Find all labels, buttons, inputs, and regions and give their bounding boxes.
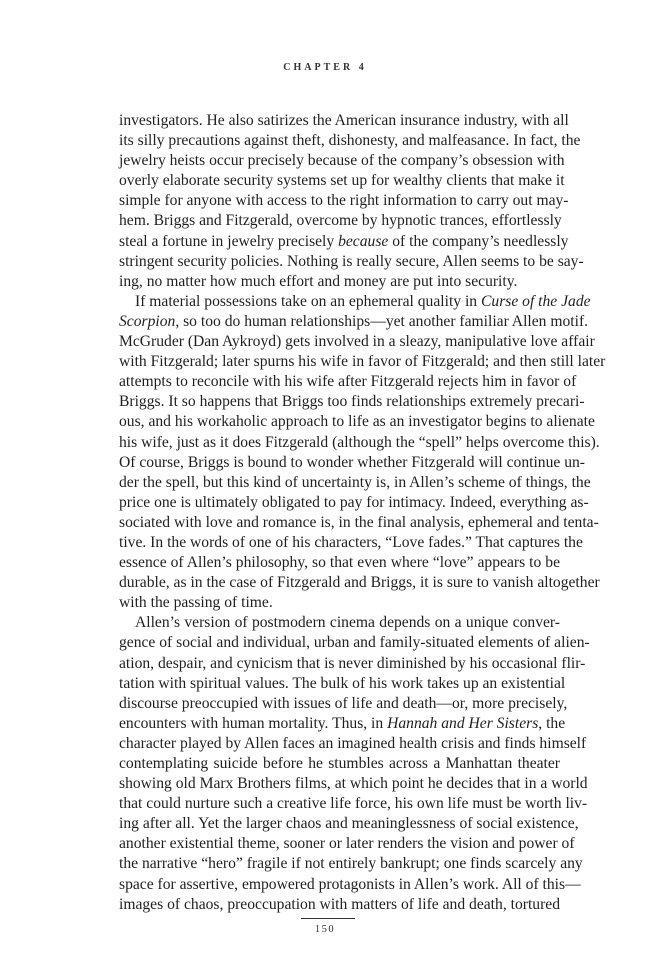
text-line [119, 232, 569, 252]
text-run: simple for anyone with access to the right information to carry out may- [119, 192, 569, 210]
text-run: the narrative “hero” fragile if not entirely bankrupt; one finds scarcely any [119, 855, 583, 873]
text-run: of the company’s needlessly [388, 232, 569, 250]
text-line [119, 252, 584, 272]
text-line [119, 694, 568, 714]
text-line [119, 151, 565, 171]
text-run: , so too do human relationships—yet another familiar Allen motif. [175, 312, 589, 330]
text-line [119, 533, 583, 553]
text-line [119, 131, 581, 151]
text-line [119, 433, 600, 453]
text-line [119, 794, 588, 814]
text-line [119, 211, 560, 231]
text-line [119, 372, 577, 392]
text-line [119, 774, 588, 794]
text-run: steal a fortune in jewelry precisely [119, 232, 339, 250]
text-run: character played by Allen faces an imagined health crisis and finds himself [119, 734, 587, 752]
text-run: its silly precautions against theft, dishonesty, and malfeasance. In fact, the [119, 132, 581, 150]
text-run: ation, despair, and cynicism that is never diminished by his occasional flir- [119, 654, 586, 672]
text-run: his wife, just as it does Fitzgerald (although the “spell” helps overcome this). [119, 433, 600, 451]
text-line [119, 834, 575, 854]
text-line [119, 593, 560, 613]
text-run: essence of Allen’s philosophy, so that even where “love” appears to be [119, 554, 560, 572]
text-run: ing, no matter how much effort and money are put into security. [119, 272, 518, 290]
text-run: with the passing of time. [119, 594, 273, 612]
text-line [119, 895, 560, 915]
text-run: McGruder (Dan Aykroyd) gets involved in a sleazy, manipulative love affair [119, 333, 595, 351]
text-run: tive. In the words of one of his characters, “Love fades.” That captures the [119, 533, 583, 551]
text-run: investigators. He also satirizes the American insurance industry, with all [119, 112, 569, 129]
text-line [119, 392, 585, 412]
text-line [119, 352, 606, 372]
text-line [119, 412, 595, 432]
page-number: 150 [314, 924, 336, 935]
text-line [119, 573, 600, 593]
text-run: encounters with human mortality. Thus, in [119, 714, 388, 732]
italic-title: Scorpion [119, 312, 176, 330]
text-line [119, 111, 569, 131]
text-run: images of chaos, preoccupation with matters of life and death, tortured [119, 895, 560, 913]
text-line [119, 332, 595, 352]
running-head: CHAPTER 4 [283, 62, 367, 73]
paragraph-first-line [119, 292, 591, 312]
text-line [119, 473, 591, 493]
text-run: hem. Briggs and Fitzgerald, overcome by hypnotic trances, effortlessly [119, 212, 562, 230]
text-run: Briggs. It so happens that Briggs too finds relationships extremely precari- [119, 393, 585, 411]
text-line [119, 312, 589, 332]
text-line [119, 191, 569, 211]
text-run: ous, and his workaholic approach to life as an investigator begins to alienate [119, 413, 595, 431]
text-run: durable, as in the case of Fitzgerald and Briggs, it is sure to vanish altogether [119, 574, 600, 592]
text-line [119, 553, 560, 573]
italic-title: because [338, 232, 389, 250]
text-line [119, 453, 585, 473]
text-run: with Fitzgerald; later spurns his wife in favor of Fitzgerald; and then still later [119, 353, 606, 371]
text-run: jewelry heists occur precisely because of the company’s obsession with [119, 152, 565, 170]
paragraph-first-line [119, 613, 560, 633]
text-run: If material possessions take on an ephemeral quality in [135, 292, 481, 310]
page-number-rule [301, 918, 355, 919]
text-run: price one is ultimately obligated to pay for intimacy. Indeed, everything as- [119, 493, 589, 511]
text-line [119, 674, 566, 694]
text-run: discourse preoccupied with issues of life and death—or, more precisely, [119, 694, 568, 712]
text-run: sociated with love and romance is, in the final analysis, ephemeral and tenta- [119, 513, 599, 531]
text-run: ing after all. Yet the larger chaos and meaninglessness of social existence, [119, 815, 579, 833]
text-run: der the spell, but this kind of uncertainty is, in Allen’s scheme of things, the [119, 473, 591, 491]
text-line [119, 714, 566, 734]
text-line [119, 754, 560, 774]
text-run: tation with spiritual values. The bulk of his work takes up an existential [119, 674, 566, 692]
text-line [119, 654, 586, 674]
italic-title: Curse of the Jade [481, 292, 591, 310]
text-line [119, 272, 560, 292]
text-run: gence of social and individual, urban and family-situated elements of alien- [119, 634, 590, 652]
text-run: Allen’s version of postmodern cinema depends on a unique conver- [135, 614, 560, 632]
text-run: another existential theme, sooner or later renders the vision and power of [119, 835, 575, 853]
text-run: , the [538, 714, 566, 732]
text-run: attempts to reconcile with his wife after Fitzgerald rejects him in favor of [119, 373, 577, 391]
text-run: showing old Marx Brothers films, at which point he decides that in a world [119, 775, 588, 793]
text-run: stringent security policies. Nothing is really secure, Allen seems to be say- [119, 252, 584, 270]
text-line [119, 513, 599, 533]
text-line [119, 814, 579, 834]
text-line [119, 854, 583, 874]
body-text [119, 111, 606, 915]
text-run: Of course, Briggs is bound to wonder whether Fitzgerald will continue un- [119, 453, 585, 471]
text-line [119, 633, 590, 653]
text-run: contemplating suicide before he stumbles across a Manhattan theater [119, 755, 560, 772]
text-run: that could nurture such a creative life force, his own life must be worth liv- [119, 795, 588, 813]
text-line [119, 171, 565, 191]
italic-title: Hannah and Her Sisters [387, 714, 539, 732]
text-line [119, 734, 587, 754]
text-run: overly elaborate security systems set up for wealthy clients that make it [119, 172, 565, 190]
text-line [119, 493, 589, 513]
text-line [119, 875, 581, 895]
text-run: space for assertive, empowered protagonists in Allen’s work. All of this— [119, 875, 581, 893]
